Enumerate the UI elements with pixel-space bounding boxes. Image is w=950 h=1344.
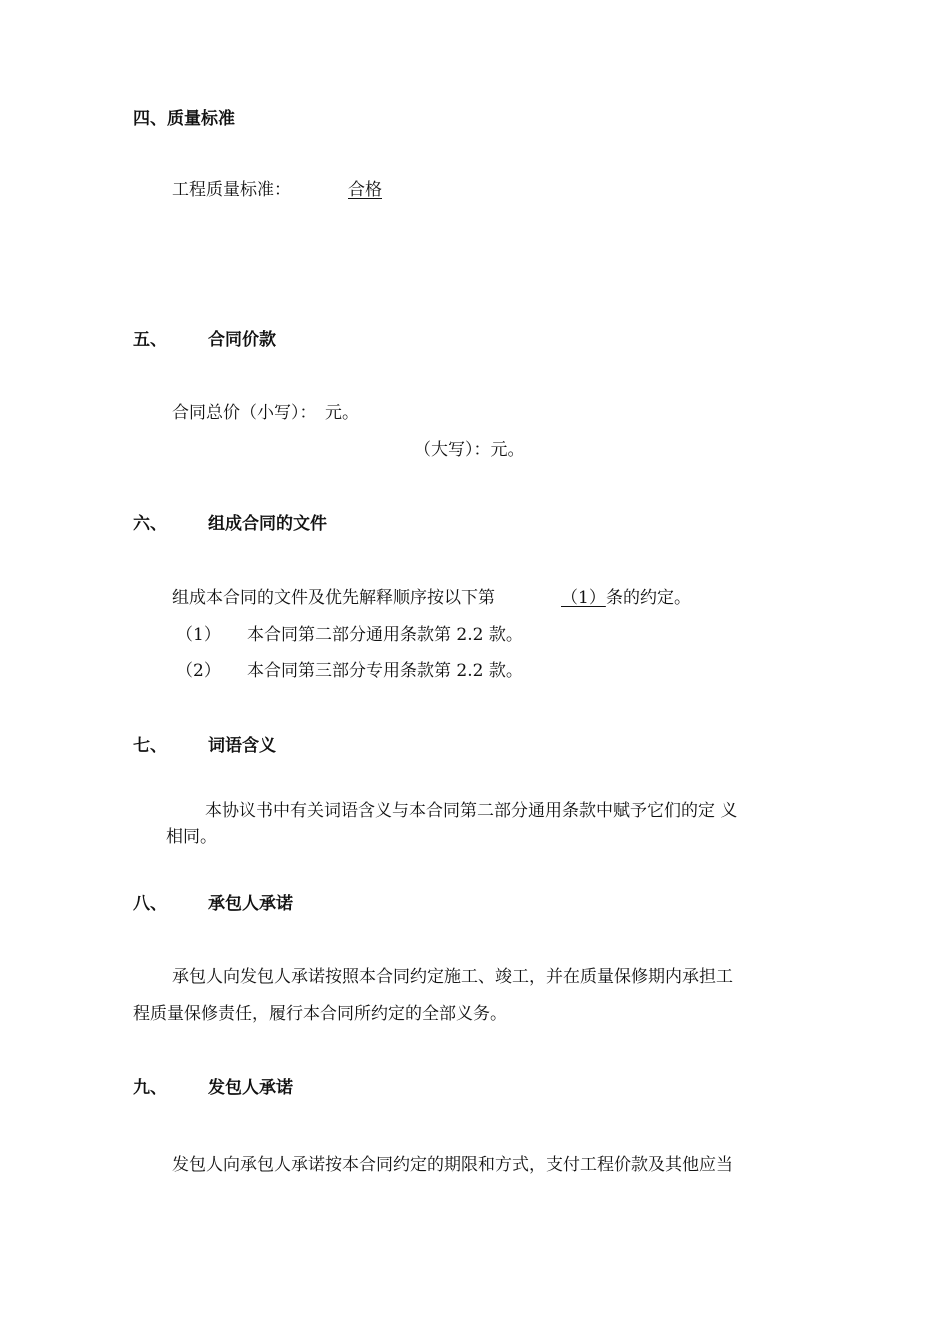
contract-docs-intro-suffix: 条的约定。 [606, 588, 691, 608]
contractor-commitment-line-2: 程质量保修责任，履行本合同所约定的全部义务。 [133, 1004, 507, 1024]
contractor-commitment-line-1: 承包人向发包人承诺按照本合同约定施工、竣工，并在质量保修期内承担工 [172, 967, 733, 987]
contract-doc-item-1-num: （1） [176, 625, 221, 645]
section-5-number: 五、 [133, 330, 167, 350]
section-6-number: 六、 [133, 514, 167, 534]
section-7-number: 七、 [133, 736, 167, 756]
employer-commitment-line-1: 发包人向承包人承诺按本合同约定的期限和方式，支付工程价款及其他应当 [172, 1155, 733, 1175]
section-9-title: 发包人承诺 [208, 1078, 293, 1098]
section-6-title: 组成合同的文件 [208, 514, 327, 534]
definitions-line-1: 本协议书中有关词语含义与本合同第二部分通用条款中赋予它们的定 义 [205, 801, 738, 821]
contract-price-capital: （大写）：元。 [414, 440, 525, 460]
section-8-title: 承包人承诺 [208, 894, 293, 914]
contract-docs-intro-prefix: 组成本合同的文件及优先解释顺序按以下第 [172, 588, 495, 608]
section-4-heading: 四、质量标准 [133, 109, 235, 129]
section-7-title: 词语含义 [208, 736, 276, 756]
contract-docs-intro-value: （1） [561, 588, 606, 608]
section-9-number: 九、 [133, 1078, 167, 1098]
contract-doc-item-1-text: 本合同第二部分通用条款第 2.2 款。 [247, 625, 523, 645]
section-8-number: 八、 [133, 894, 167, 914]
quality-standard-value: 合格 [348, 180, 382, 200]
contract-doc-item-2-text: 本合同第三部分专用条款第 2.2 款。 [247, 661, 523, 681]
contract-doc-item-2-num: （2） [176, 661, 221, 681]
quality-standard-label: 工程质量标准： [172, 180, 291, 200]
section-5-title: 合同价款 [208, 330, 276, 350]
contract-price-small: 合同总价（小写）： 元。 [172, 403, 359, 423]
definitions-line-2: 相同。 [166, 827, 217, 847]
